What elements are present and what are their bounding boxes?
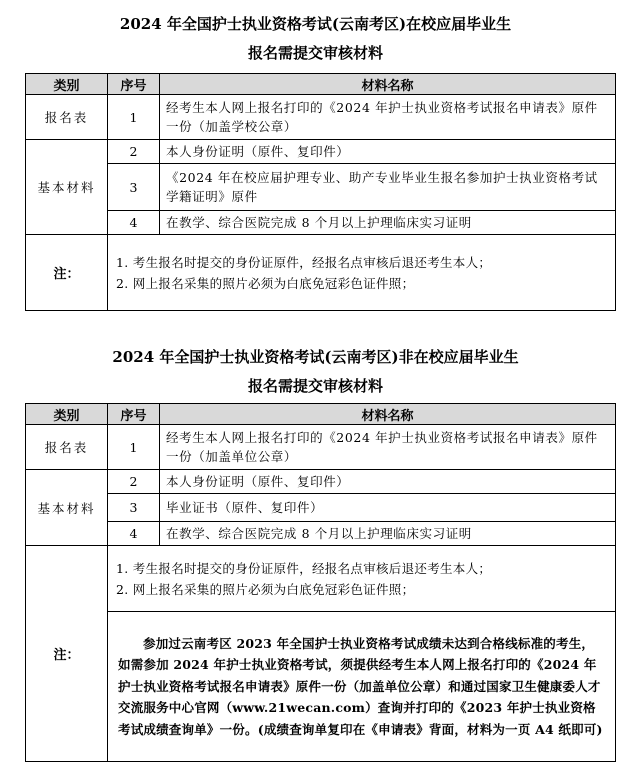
header-material: 材料名称 (160, 404, 616, 425)
note-row (26, 235, 616, 311)
material-cell: 毕业证书（原件、复印件） (160, 494, 616, 522)
number-cell: 4 (108, 211, 160, 235)
number-cell: 4 (108, 522, 160, 546)
material-cell: 在教学、综合医院完成 8 个月以上护理临床实习证明 (160, 211, 616, 235)
table-row (26, 522, 616, 546)
material-cell: 经考生本人网上报名打印的《2024 年护士执业资格考试报名申请表》原件一份（加盖单位公章） (160, 425, 616, 470)
number-cell: 1 (108, 95, 160, 140)
table-row (26, 95, 616, 140)
number-cell: 3 (108, 164, 160, 211)
doc2-title-line1: 2024 年全国护士执业资格考试(云南考区)非在校应届毕业生 (112, 348, 519, 366)
number-cell: 3 (108, 494, 160, 522)
note-extra-text: 参加过云南考区 2023 年全国护士执业资格考试成绩未达到合格线标准的考生，如需参加 2024 年护士执业资格考试，须提供经考生本人网上报名打印的《2024 年护士执业资格考试报名申请表》原件一份（加盖单位公章）和通过国家卫生健康委人才交流服务中心官网（www.21wecan.com）查询并打印的《2023 年护士执业资格考试成绩查询单》一份。(成绩查询单复印在《申请表》背面，材料为一页 A4 纸即可) (108, 612, 616, 762)
note-line-2: 2. 网上报名采集的照片必须为白底免冠彩色证件照； (116, 275, 415, 291)
header-material: 材料名称 (160, 74, 616, 95)
table-header-row (26, 404, 616, 425)
table-row (26, 494, 616, 522)
number-cell: 2 (108, 470, 160, 494)
doc1-title-line1: 2024 年全国护士执业资格考试(云南考区)在校应届毕业生 (119, 15, 512, 33)
note-cell (108, 546, 616, 612)
note-label: 注： (26, 235, 108, 311)
number-cell: 2 (108, 140, 160, 164)
material-cell: 本人身份证明（原件、复印件） (160, 470, 616, 494)
category-cell: 报名表 (26, 95, 108, 140)
material-cell: 经考生本人网上报名打印的《2024 年护士执业资格考试报名申请表》原件一份（加盖学校公章） (160, 95, 616, 140)
doc1-materials-table (25, 73, 616, 311)
header-category: 类别 (26, 74, 108, 95)
note-cell (108, 235, 616, 311)
table-row (26, 164, 616, 211)
category-cell: 基本材料 (26, 140, 108, 235)
category-cell: 报名表 (26, 425, 108, 470)
note-label: 注： (26, 546, 108, 762)
doc2-title-line2: 报名需提交审核材料 (247, 377, 383, 395)
table-row (26, 470, 616, 494)
material-cell: 《2024 年在校应届护理专业、助产专业毕业生报名参加护士执业资格考试学籍证明》原件 (160, 164, 616, 211)
table-row (26, 140, 616, 164)
doc2-materials-table (25, 403, 616, 762)
header-number: 序号 (108, 404, 160, 425)
note-extra-row (26, 612, 616, 762)
header-category: 类别 (26, 404, 108, 425)
material-cell: 在教学、综合医院完成 8 个月以上护理临床实习证明 (160, 522, 616, 546)
note-row (26, 546, 616, 612)
number-cell: 1 (108, 425, 160, 470)
header-number: 序号 (108, 74, 160, 95)
note-line-2: 2. 网上报名采集的照片必须为白底免冠彩色证件照； (116, 581, 415, 597)
table-row (26, 211, 616, 235)
note-line-1: 1. 考生报名时提交的身份证原件，经报名点审核后退还考生本人； (116, 560, 492, 576)
material-cell: 本人身份证明（原件、复印件） (160, 140, 616, 164)
table-row (26, 425, 616, 470)
table-header-row (26, 74, 616, 95)
note-line-1: 1. 考生报名时提交的身份证原件，经报名点审核后退还考生本人； (116, 254, 492, 270)
doc1-title-line2: 报名需提交审核材料 (247, 44, 383, 62)
category-cell: 基本材料 (26, 470, 108, 546)
